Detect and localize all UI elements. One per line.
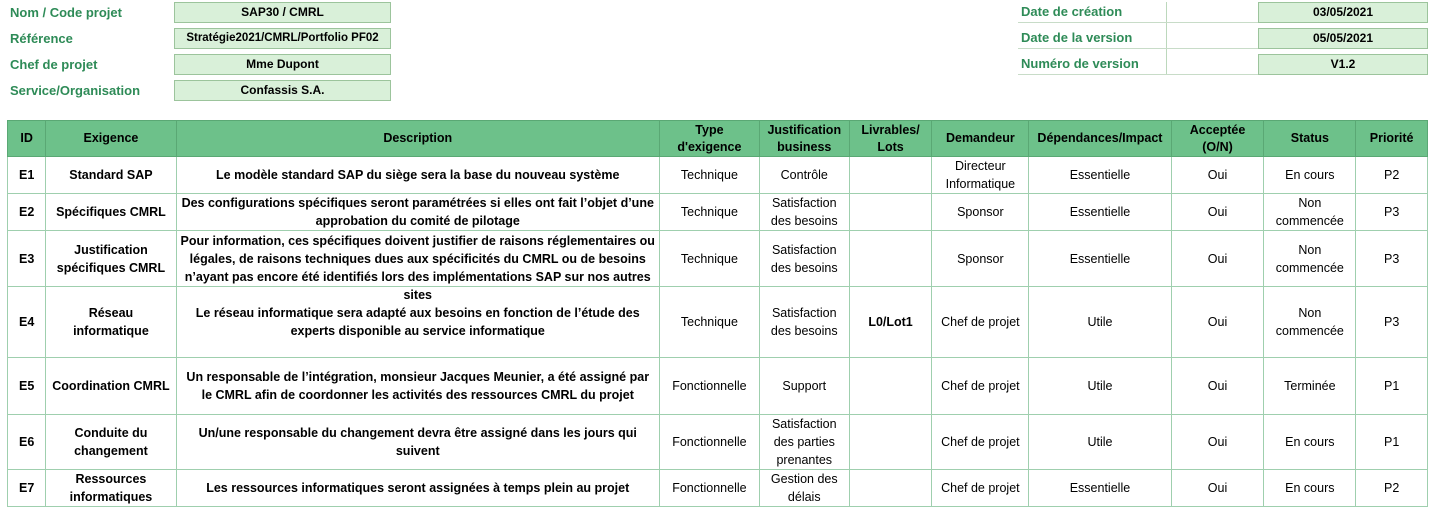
cell-priorite-text: P1: [1383, 435, 1400, 449]
cell-description-text: Des configurations spécifiques seront paramétrées si elles ont fait l’objet d’une approbation du comité de pilotage: [181, 196, 654, 228]
cell-dependances-text: Utile: [1087, 435, 1113, 449]
cell-description[interactable]: [176, 157, 659, 194]
table-row[interactable]: [8, 470, 1428, 507]
cell-id[interactable]: [8, 415, 46, 470]
cell-livrables-text: L0/Lot1: [868, 315, 913, 329]
cell-dependances-text: Essentielle: [1069, 168, 1131, 182]
column-header-exigence[interactable]: Exigence: [46, 121, 176, 157]
table-header-row: [8, 121, 1428, 157]
cell-status-text: En cours: [1285, 435, 1335, 449]
cell-type-text: Technique: [680, 205, 738, 219]
cell-demandeur[interactable]: [932, 194, 1029, 231]
cell-demandeur-text: Chef de projet: [941, 435, 1020, 449]
divider: [1166, 2, 1167, 74]
cell-priorite[interactable]: [1356, 194, 1428, 231]
cell-description[interactable]: [176, 194, 659, 231]
cell-dependances-text: Essentielle: [1069, 205, 1131, 219]
table-row[interactable]: [8, 157, 1428, 194]
project-chief-label: Chef de projet: [10, 57, 98, 72]
creation-date-field[interactable]: 03/05/2021: [1258, 2, 1428, 23]
cell-justification-text: Satisfaction des besoins: [770, 196, 838, 228]
requirements-table: [7, 120, 1428, 507]
divider: [1018, 74, 1258, 75]
cell-justification-text: Contrôle: [780, 168, 828, 182]
cell-livrables[interactable]: [849, 358, 932, 415]
cell-justification[interactable]: [759, 358, 849, 415]
cell-status-text: Terminée: [1284, 379, 1336, 393]
cell-status-text: Non commencée: [1275, 242, 1344, 275]
cell-justification-text: Gestion des délais: [770, 472, 838, 504]
version-number-label: Numéro de version: [1021, 56, 1139, 71]
cell-id[interactable]: [8, 287, 46, 358]
cell-livrables[interactable]: [849, 415, 932, 470]
cell-id[interactable]: [8, 194, 46, 231]
reference-label: Référence: [10, 31, 73, 46]
cell-id[interactable]: [8, 358, 46, 415]
cell-status[interactable]: [1264, 194, 1356, 231]
cell-description-text: Un/une responsable du changement devra être assigné dans les jours qui suivent: [198, 426, 637, 458]
cell-demandeur[interactable]: [932, 470, 1029, 507]
cell-demandeur-text: Chef de projet: [941, 315, 1020, 329]
cell-type[interactable]: [659, 287, 759, 358]
cell-type[interactable]: [659, 415, 759, 470]
table-row[interactable]: [8, 287, 1428, 358]
cell-type-text: Fonctionnelle: [672, 435, 747, 449]
cell-id-text: E7: [19, 481, 35, 495]
cell-livrables[interactable]: [849, 287, 932, 358]
cell-exigence-text: Standard SAP: [69, 168, 153, 182]
version-date-field[interactable]: 05/05/2021: [1258, 28, 1428, 49]
cell-acceptee-text: Oui: [1207, 435, 1228, 449]
cell-justification[interactable]: [759, 415, 849, 470]
cell-acceptee-text: Oui: [1207, 168, 1228, 182]
cell-dependances[interactable]: [1029, 415, 1171, 470]
cell-justification[interactable]: [759, 157, 849, 194]
column-header-livrables[interactable]: Livrables/ Lots: [849, 121, 932, 157]
cell-justification-text: Satisfaction des besoins: [770, 306, 838, 338]
cell-justification[interactable]: [759, 287, 849, 358]
project-name-label: Nom / Code projet: [10, 5, 122, 20]
cell-description[interactable]: [176, 415, 659, 470]
cell-priorite[interactable]: [1356, 231, 1428, 287]
cell-priorite[interactable]: [1356, 415, 1428, 470]
service-label: Service/Organisation: [10, 83, 141, 98]
cell-id-text: E5: [19, 379, 35, 393]
cell-type-text: Technique: [680, 168, 738, 182]
table-row[interactable]: [8, 194, 1428, 231]
column-header-type[interactable]: Type d'exigence: [659, 121, 759, 157]
cell-status[interactable]: [1264, 231, 1356, 287]
cell-dependances[interactable]: [1029, 231, 1171, 287]
cell-exigence-text: Spécifiques CMRL: [56, 205, 166, 219]
cell-demandeur-text: Directeur Informatique: [945, 159, 1016, 191]
table-row[interactable]: [8, 231, 1428, 287]
cell-acceptee[interactable]: [1171, 287, 1264, 358]
cell-exigence-text: Ressources informatiques: [69, 472, 153, 504]
cell-type[interactable]: [659, 231, 759, 287]
cell-status[interactable]: [1264, 157, 1356, 194]
cell-acceptee-text: Oui: [1207, 379, 1228, 393]
table-row[interactable]: [8, 415, 1428, 470]
cell-status-text: En cours: [1285, 168, 1335, 182]
cell-priorite[interactable]: [1356, 157, 1428, 194]
cell-demandeur[interactable]: [932, 157, 1029, 194]
cell-description-text: Le réseau informatique sera adapté aux besoins en fonction de l’étude des experts disponible au service informatique: [195, 306, 640, 338]
cell-priorite[interactable]: [1356, 470, 1428, 507]
cell-justification-text: Satisfaction des parties prenantes: [771, 417, 837, 467]
cell-description-text: Un responsable de l’intégration, monsieur Jacques Meunier, a été assigné par le CMRL afin de coordonner les activités des ressources CMRL du projet: [186, 370, 650, 402]
cell-dependances[interactable]: [1029, 358, 1171, 415]
reference-field[interactable]: Stratégie2021/CMRL/Portfolio PF02: [174, 28, 391, 49]
cell-type[interactable]: [659, 157, 759, 194]
cell-livrables[interactable]: [849, 231, 932, 287]
cell-type[interactable]: [659, 470, 759, 507]
cell-description-text: Le modèle standard SAP du siège sera la base du nouveau système: [216, 168, 620, 182]
cell-exigence[interactable]: [46, 470, 176, 507]
cell-id[interactable]: [8, 157, 46, 194]
service-field[interactable]: Confassis S.A.: [174, 80, 391, 101]
cell-description-text: Les ressources informatiques seront assignées à temps plein au projet: [206, 481, 630, 495]
cell-exigence[interactable]: [46, 157, 176, 194]
version-number-field[interactable]: V1.2: [1258, 54, 1428, 75]
column-header-status[interactable]: Status: [1264, 121, 1356, 157]
cell-demandeur-text: Sponsor: [957, 205, 1004, 219]
cell-dependances[interactable]: [1029, 157, 1171, 194]
cell-description[interactable]: [176, 358, 659, 415]
column-header-dependances[interactable]: Dépendances/Impact: [1029, 121, 1171, 157]
column-header-acceptee[interactable]: Acceptée (O/N): [1171, 121, 1264, 157]
cell-priorite-text: P2: [1383, 168, 1400, 182]
cell-acceptee-text: Oui: [1207, 205, 1228, 219]
cell-status[interactable]: [1264, 470, 1356, 507]
cell-priorite-text: P3: [1383, 205, 1400, 219]
cell-exigence-text: Justification spécifiques CMRL: [56, 242, 166, 275]
cell-type-text: Technique: [680, 315, 738, 329]
cell-priorite-text: P1: [1383, 379, 1400, 393]
cell-acceptee[interactable]: [1171, 231, 1264, 287]
cell-demandeur[interactable]: [932, 358, 1029, 415]
cell-dependances[interactable]: [1029, 287, 1171, 358]
cell-exigence-text: Coordination CMRL: [52, 379, 170, 393]
cell-type-text: Fonctionnelle: [672, 481, 747, 495]
cell-acceptee[interactable]: [1171, 194, 1264, 231]
column-header-description[interactable]: Description: [176, 121, 659, 157]
cell-exigence[interactable]: [46, 415, 176, 470]
cell-description[interactable]: [176, 231, 659, 302]
cell-dependances[interactable]: [1029, 194, 1171, 231]
project-name-field[interactable]: SAP30 / CMRL: [174, 2, 391, 23]
cell-id[interactable]: [8, 470, 46, 507]
cell-justification[interactable]: [759, 231, 849, 287]
cell-dependances[interactable]: [1029, 470, 1171, 507]
cell-exigence-text: Conduite du changement: [74, 426, 148, 458]
cell-type-text: Technique: [680, 251, 738, 266]
column-header-priorite[interactable]: Priorité: [1356, 121, 1428, 157]
cell-id-text: E4: [19, 315, 35, 329]
cell-acceptee[interactable]: [1171, 415, 1264, 470]
cell-status-text: Non commencée: [1275, 196, 1344, 228]
cell-acceptee-text: Oui: [1207, 251, 1228, 266]
cell-demandeur-text: Chef de projet: [941, 481, 1020, 495]
cell-demandeur[interactable]: [932, 287, 1029, 358]
cell-priorite-text: P3: [1383, 251, 1400, 266]
cell-status-text: En cours: [1285, 481, 1335, 495]
cell-acceptee-text: Oui: [1207, 315, 1228, 329]
cell-exigence[interactable]: [46, 287, 176, 358]
cell-exigence[interactable]: [46, 358, 176, 415]
cell-status[interactable]: [1264, 358, 1356, 415]
cell-priorite-text: P3: [1383, 315, 1400, 329]
divider: [1018, 22, 1258, 23]
version-date-label: Date de la version: [1021, 30, 1133, 45]
cell-priorite[interactable]: [1356, 287, 1428, 358]
cell-livrables[interactable]: [849, 157, 932, 194]
cell-exigence[interactable]: [46, 194, 176, 231]
cell-status[interactable]: [1264, 415, 1356, 470]
cell-exigence[interactable]: [46, 231, 176, 287]
cell-demandeur[interactable]: [932, 415, 1029, 470]
cell-description-text: Pour information, ces spécifiques doivent justifier de raisons réglementaires ou légales, de raisons techniques dues aux spécificités du CMRL ou de besoins n’ayant pas encore été identifiés lors des implémentations SAP sur nos autres sites: [180, 233, 655, 302]
cell-demandeur[interactable]: [932, 231, 1029, 287]
cell-description[interactable]: [176, 470, 659, 507]
cell-dependances-text: Utile: [1087, 379, 1113, 393]
cell-id-text: E2: [19, 205, 35, 219]
cell-status-text: Non commencée: [1275, 306, 1344, 338]
column-header-justification[interactable]: Justification business: [759, 121, 849, 157]
cell-livrables[interactable]: [849, 470, 932, 507]
cell-acceptee-text: Oui: [1207, 481, 1228, 495]
table-row[interactable]: [8, 358, 1428, 415]
cell-type[interactable]: [659, 194, 759, 231]
cell-dependances-text: Utile: [1087, 315, 1113, 329]
cell-status[interactable]: [1264, 287, 1356, 358]
project-chief-field[interactable]: Mme Dupont: [174, 54, 391, 75]
column-header-id[interactable]: ID: [8, 121, 46, 157]
cell-acceptee[interactable]: [1171, 470, 1264, 507]
cell-priorite-text: P2: [1383, 481, 1400, 495]
cell-justification-text: Satisfaction des besoins: [770, 242, 838, 275]
cell-id-text: E1: [19, 168, 35, 182]
creation-date-label: Date de création: [1021, 4, 1123, 19]
cell-acceptee[interactable]: [1171, 358, 1264, 415]
cell-dependances-text: Essentielle: [1069, 481, 1131, 495]
cell-justification-text: Support: [782, 379, 827, 393]
cell-priorite[interactable]: [1356, 358, 1428, 415]
cell-justification[interactable]: [759, 470, 849, 507]
cell-id-text: E6: [19, 435, 35, 449]
cell-demandeur-text: Chef de projet: [941, 379, 1020, 393]
cell-dependances-text: Essentielle: [1069, 251, 1131, 266]
cell-type[interactable]: [659, 358, 759, 415]
divider: [1018, 48, 1258, 49]
cell-justification[interactable]: [759, 194, 849, 231]
cell-livrables[interactable]: [849, 194, 932, 231]
cell-id[interactable]: [8, 231, 46, 287]
column-header-demandeur[interactable]: Demandeur: [932, 121, 1029, 157]
cell-acceptee[interactable]: [1171, 157, 1264, 194]
cell-demandeur-text: Sponsor: [957, 251, 1004, 266]
cell-type-text: Fonctionnelle: [672, 379, 747, 393]
cell-id-text: E3: [19, 251, 35, 266]
cell-exigence-text: Réseau informatique: [73, 306, 149, 338]
